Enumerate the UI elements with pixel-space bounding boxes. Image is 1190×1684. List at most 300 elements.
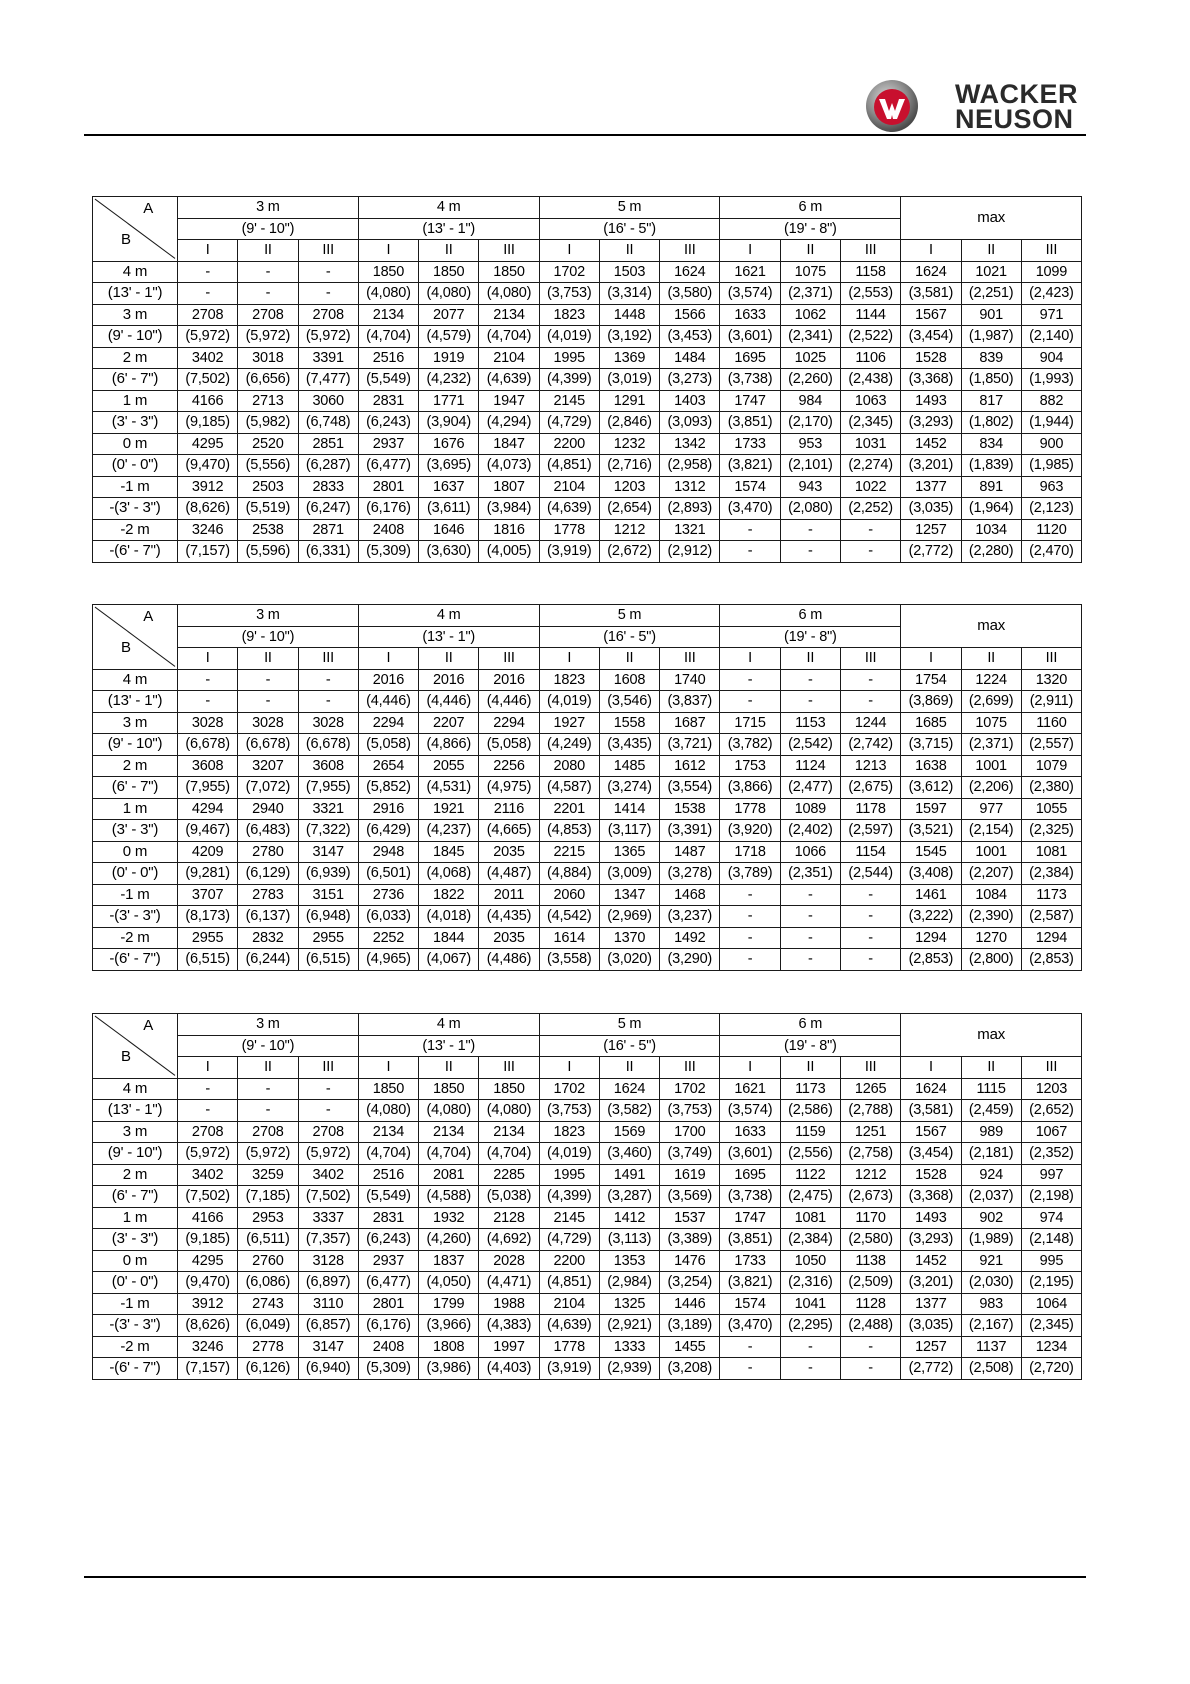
table-cell: 2408 <box>358 1336 418 1358</box>
diagonal-line-icon <box>93 1014 177 1078</box>
table-row <box>93 455 1082 477</box>
table-cell: (2,758) <box>840 1143 900 1165</box>
table-cell: 4209 <box>178 841 238 863</box>
sub-column-label: II <box>780 240 840 262</box>
table-cell: (3,919) <box>539 541 599 563</box>
sub-column-label: II <box>238 648 298 670</box>
table-cell: 2783 <box>238 884 298 906</box>
table-cell: 1558 <box>599 712 659 734</box>
table-cell: (1,993) <box>1021 369 1081 391</box>
table-cell: 3321 <box>298 798 358 820</box>
table-cell: 1089 <box>780 798 840 820</box>
table-cell: 1816 <box>479 519 539 541</box>
table-cell: (2,488) <box>840 1315 900 1337</box>
sub-column-label: III <box>660 648 720 670</box>
table-row <box>93 261 1082 283</box>
column-header-max: max <box>901 605 1082 648</box>
table-cell: - <box>238 283 298 305</box>
table-cell: - <box>178 1078 238 1100</box>
table-cell: (2,390) <box>961 906 1021 928</box>
table-cell: 1778 <box>720 798 780 820</box>
table-cell: 1455 <box>660 1336 720 1358</box>
column-header-imperial: (13' - 1") <box>358 218 539 240</box>
table-cell: 3028 <box>298 712 358 734</box>
table-cell: (3,293) <box>901 412 961 434</box>
table-row <box>93 669 1082 691</box>
table-cell: 2134 <box>479 304 539 326</box>
table-cell: (3,546) <box>599 691 659 713</box>
table-cell: 1122 <box>780 1164 840 1186</box>
table-row <box>93 712 1082 734</box>
table-cell: (3,574) <box>720 283 780 305</box>
table-cell: 1822 <box>419 884 479 906</box>
table-cell: (3,715) <box>901 734 961 756</box>
column-header-metric: 6 m <box>720 1014 901 1036</box>
table-cell: (2,148) <box>1021 1229 1081 1251</box>
table-cell: 1001 <box>961 841 1021 863</box>
table-row <box>93 841 1082 863</box>
table-cell: 1754 <box>901 669 961 691</box>
table-cell: (3,920) <box>720 820 780 842</box>
table-cell: (7,502) <box>178 1186 238 1208</box>
table-cell: (6,243) <box>358 412 418 434</box>
table-cell: (1,850) <box>961 369 1021 391</box>
table-cell: 2116 <box>479 798 539 820</box>
table-cell: 1153 <box>780 712 840 734</box>
table-cell: (4,383) <box>479 1315 539 1337</box>
table-cell: 3402 <box>178 347 238 369</box>
table-row <box>93 1078 1082 1100</box>
table-cell: (6,857) <box>298 1315 358 1337</box>
table-cell: 2851 <box>298 433 358 455</box>
table-cell: (9,470) <box>178 455 238 477</box>
table-cell: (2,030) <box>961 1272 1021 1294</box>
table-cell: 1621 <box>720 261 780 283</box>
table-cell: 1537 <box>660 1207 720 1229</box>
table-cell: (2,846) <box>599 412 659 434</box>
table-cell: - <box>840 1336 900 1358</box>
sub-column-label: II <box>780 648 840 670</box>
table-cell: 2516 <box>358 1164 418 1186</box>
table-cell: (3,237) <box>660 906 720 928</box>
table-cell: 2145 <box>539 390 599 412</box>
table-cell: (2,140) <box>1021 326 1081 348</box>
table-cell: 1321 <box>660 519 720 541</box>
table-cell: - <box>720 927 780 949</box>
table-cell: (5,972) <box>178 1143 238 1165</box>
table-cell: 1850 <box>358 1078 418 1100</box>
table-cell: (2,181) <box>961 1143 1021 1165</box>
table-cell: 1676 <box>419 433 479 455</box>
sub-column-label: III <box>298 1057 358 1079</box>
table-cell: (4,639) <box>479 369 539 391</box>
table-cell: (4,704) <box>358 1143 418 1165</box>
table-cell: (6,940) <box>298 1358 358 1380</box>
table-cell: 2831 <box>358 1207 418 1229</box>
table-row <box>93 1336 1082 1358</box>
table-cell: (4,005) <box>479 541 539 563</box>
table-cell: (5,556) <box>238 455 298 477</box>
table-cell: (2,699) <box>961 691 1021 713</box>
table-cell: (1,985) <box>1021 455 1081 477</box>
sub-column-label: I <box>178 648 238 670</box>
table-cell: 3337 <box>298 1207 358 1229</box>
table-cell: 2134 <box>358 304 418 326</box>
table-cell: (3,721) <box>660 734 720 756</box>
table-cell: 2145 <box>539 1207 599 1229</box>
table-row <box>93 1121 1082 1143</box>
table-cell: (2,672) <box>599 541 659 563</box>
table-cell: 1753 <box>720 755 780 777</box>
sub-column-label: III <box>479 1057 539 1079</box>
row-label: -(6' - 7") <box>93 949 178 971</box>
brand-wordmark <box>955 79 1095 134</box>
table-cell: (2,260) <box>780 369 840 391</box>
table-cell: 3151 <box>298 884 358 906</box>
table-cell: (4,050) <box>419 1272 479 1294</box>
table-cell: 1927 <box>539 712 599 734</box>
table-cell: 3147 <box>298 1336 358 1358</box>
table-cell: 1624 <box>660 261 720 283</box>
table-cell: 1771 <box>419 390 479 412</box>
table-cell: (5,058) <box>479 734 539 756</box>
table-cell: 1115 <box>961 1078 1021 1100</box>
table-cell: - <box>178 283 238 305</box>
table-cell: 1251 <box>840 1121 900 1143</box>
table-cell: 1947 <box>479 390 539 412</box>
table-cell: 1031 <box>840 433 900 455</box>
table-cell: 1715 <box>720 712 780 734</box>
row-label: 1 m <box>93 390 178 412</box>
table-cell: 2128 <box>479 1207 539 1229</box>
column-header-metric: 6 m <box>720 605 901 627</box>
table-cell: 1257 <box>901 1336 961 1358</box>
table-cell: (5,519) <box>238 498 298 520</box>
table-cell: 1847 <box>479 433 539 455</box>
table-cell: (3,035) <box>901 498 961 520</box>
table-cell: 2256 <box>479 755 539 777</box>
sub-column-label: I <box>901 648 961 670</box>
table-cell: (1,964) <box>961 498 1021 520</box>
table-cell: (2,280) <box>961 541 1021 563</box>
table-cell: (2,345) <box>840 412 900 434</box>
column-header-imperial: (13' - 1") <box>358 1035 539 1057</box>
table-cell: 1503 <box>599 261 659 283</box>
table-row <box>93 1186 1082 1208</box>
sub-column-label: III <box>840 240 900 262</box>
table-cell: 3246 <box>178 1336 238 1358</box>
table-cell: 1733 <box>720 1250 780 1272</box>
table-row <box>93 691 1082 713</box>
table-cell: (2,742) <box>840 734 900 756</box>
table-row <box>93 390 1082 412</box>
table-row <box>93 1229 1082 1251</box>
table-cell: (3,201) <box>901 1272 961 1294</box>
table-cell: (2,384) <box>780 1229 840 1251</box>
table-cell: 817 <box>961 390 1021 412</box>
table-cell: (4,665) <box>479 820 539 842</box>
table-cell: 3402 <box>298 1164 358 1186</box>
table-cell: 1687 <box>660 712 720 734</box>
column-header-imperial: (13' - 1") <box>358 626 539 648</box>
header-row-metric <box>93 197 1082 219</box>
table-cell: (3,580) <box>660 283 720 305</box>
table-cell: (6,515) <box>298 949 358 971</box>
table-cell: 2801 <box>358 1293 418 1315</box>
table-cell: (7,502) <box>298 1186 358 1208</box>
table-cell: (3,368) <box>901 1186 961 1208</box>
row-label: (9' - 10") <box>93 326 178 348</box>
table-cell: 2736 <box>358 884 418 906</box>
table-cell: 989 <box>961 1121 1021 1143</box>
table-cell: 2778 <box>238 1336 298 1358</box>
table-cell: - <box>178 1100 238 1122</box>
table-cell: 1995 <box>539 347 599 369</box>
table-cell: - <box>840 669 900 691</box>
table-cell: (4,704) <box>479 1143 539 1165</box>
table-cell: (6,678) <box>178 734 238 756</box>
table-cell: (2,912) <box>660 541 720 563</box>
table-cell: (4,692) <box>479 1229 539 1251</box>
sub-column-label: I <box>358 1057 418 1079</box>
table-cell: 2801 <box>358 476 418 498</box>
table-cell: - <box>720 669 780 691</box>
table-cell: (3,919) <box>539 1358 599 1380</box>
row-label: 3 m <box>93 712 178 734</box>
wacker-neuson-logo-icon <box>865 79 919 133</box>
table-cell: (3,521) <box>901 820 961 842</box>
table-cell: 1808 <box>419 1336 479 1358</box>
table-row <box>93 1293 1082 1315</box>
table-cell: (4,446) <box>358 691 418 713</box>
sub-column-label: III <box>660 1057 720 1079</box>
table-row <box>93 1143 1082 1165</box>
table-cell: 1747 <box>720 390 780 412</box>
row-label: (0' - 0") <box>93 455 178 477</box>
table-cell: (4,587) <box>539 777 599 799</box>
table-cell: 1528 <box>901 347 961 369</box>
table-cell: 977 <box>961 798 1021 820</box>
table-cell: 2937 <box>358 1250 418 1272</box>
table-cell: (3,569) <box>660 1186 720 1208</box>
table-cell: 1106 <box>840 347 900 369</box>
table-cell: (2,371) <box>961 734 1021 756</box>
table-cell: (6,897) <box>298 1272 358 1294</box>
column-header-max: max <box>901 197 1082 240</box>
column-header-metric: 4 m <box>358 605 539 627</box>
column-header-imperial: (9' - 10") <box>178 626 359 648</box>
table-cell: (3,851) <box>720 1229 780 1251</box>
table-cell: (3,113) <box>599 1229 659 1251</box>
table-cell: 1778 <box>539 1336 599 1358</box>
table-cell: (9,467) <box>178 820 238 842</box>
table-cell: 1702 <box>660 1078 720 1100</box>
sub-column-label: III <box>298 240 358 262</box>
table-cell: - <box>298 669 358 691</box>
table-cell: 1025 <box>780 347 840 369</box>
table-cell: 2294 <box>479 712 539 734</box>
row-label: (13' - 1") <box>93 691 178 713</box>
table-cell: (3,753) <box>539 283 599 305</box>
table-cell: (2,423) <box>1021 283 1081 305</box>
load-capacity-table-1 <box>92 196 1082 563</box>
table-cell: - <box>780 669 840 691</box>
row-label: -2 m <box>93 927 178 949</box>
table-cell: - <box>238 669 298 691</box>
table-cell: 1320 <box>1021 669 1081 691</box>
column-header-metric: 5 m <box>539 1014 720 1036</box>
table-cell: (2,384) <box>1021 863 1081 885</box>
table-cell: 1988 <box>479 1293 539 1315</box>
table-cell: (4,965) <box>358 949 418 971</box>
table-cell: (2,893) <box>660 498 720 520</box>
table-cell: 1624 <box>901 1078 961 1100</box>
table-cell: (3,254) <box>660 1272 720 1294</box>
table-cell: 1608 <box>599 669 659 691</box>
diagonal-line-icon <box>93 605 177 669</box>
row-label: -1 m <box>93 884 178 906</box>
sub-column-label: I <box>539 648 599 670</box>
sub-column-label: I <box>358 240 418 262</box>
table-row <box>93 1207 1082 1229</box>
table-cell: (2,295) <box>780 1315 840 1337</box>
table-cell: - <box>780 519 840 541</box>
table-cell: (4,260) <box>419 1229 479 1251</box>
table-cell: 1997 <box>479 1336 539 1358</box>
table-cell: 2104 <box>539 476 599 498</box>
table-cell: 1173 <box>780 1078 840 1100</box>
table-cell: 1740 <box>660 669 720 691</box>
table-cell: 2294 <box>358 712 418 734</box>
table-cell: (3,581) <box>901 283 961 305</box>
table-cell: 1079 <box>1021 755 1081 777</box>
table-row <box>93 949 1082 971</box>
table-row <box>93 884 1082 906</box>
table-cell: 4166 <box>178 390 238 412</box>
table-cell: 2200 <box>539 433 599 455</box>
table-cell: 1353 <box>599 1250 659 1272</box>
table-cell: (6,748) <box>298 412 358 434</box>
table-cell: - <box>178 691 238 713</box>
table-cell: 2060 <box>539 884 599 906</box>
table-cell: 2937 <box>358 433 418 455</box>
table-cell: (2,154) <box>961 820 1021 842</box>
table-cell: 1569 <box>599 1121 659 1143</box>
sub-column-label: I <box>539 1057 599 1079</box>
table-cell: 1347 <box>599 884 659 906</box>
table-cell: 1414 <box>599 798 659 820</box>
table-cell: 1837 <box>419 1250 479 1272</box>
table-cell: (7,157) <box>178 1358 238 1380</box>
table-cell: (3,435) <box>599 734 659 756</box>
table-row <box>93 906 1082 928</box>
table-cell: (2,544) <box>840 863 900 885</box>
table-cell: (6,033) <box>358 906 418 928</box>
table-cell: - <box>178 261 238 283</box>
table-cell: 1099 <box>1021 261 1081 283</box>
table-cell: 2654 <box>358 755 418 777</box>
table-cell: (6,331) <box>298 541 358 563</box>
table-cell: (3,273) <box>660 369 720 391</box>
corner-label-a: A <box>143 1017 153 1034</box>
table-cell: (3,035) <box>901 1315 961 1337</box>
table-cell: 1695 <box>720 347 780 369</box>
table-cell: (4,704) <box>479 326 539 348</box>
table-cell: 2708 <box>298 1121 358 1143</box>
table-cell: (9,185) <box>178 1229 238 1251</box>
table-cell: (7,502) <box>178 369 238 391</box>
table-cell: (3,314) <box>599 283 659 305</box>
table-cell: 2134 <box>358 1121 418 1143</box>
table-cell: (4,851) <box>539 1272 599 1294</box>
table-cell: 1612 <box>660 755 720 777</box>
table-cell: (3,601) <box>720 1143 780 1165</box>
table-cell: - <box>298 1078 358 1100</box>
table-cell: 1224 <box>961 669 1021 691</box>
row-label: (3' - 3") <box>93 1229 178 1251</box>
table-cell: (4,080) <box>358 283 418 305</box>
table-cell: 1624 <box>901 261 961 283</box>
table-cell: (2,587) <box>1021 906 1081 928</box>
table-cell: (3,753) <box>660 1100 720 1122</box>
table-cell: (3,454) <box>901 326 961 348</box>
table-row <box>93 304 1082 326</box>
table-cell: (3,630) <box>419 541 479 563</box>
row-label: 0 m <box>93 433 178 455</box>
table-cell: 1566 <box>660 304 720 326</box>
table-cell: 1614 <box>539 927 599 949</box>
table-cell: 1597 <box>901 798 961 820</box>
table-cell: 3912 <box>178 476 238 498</box>
table-cell: 2016 <box>479 669 539 691</box>
table-cell: 2708 <box>298 304 358 326</box>
row-label: 3 m <box>93 304 178 326</box>
table-cell: - <box>780 1336 840 1358</box>
table-cell: 1064 <box>1021 1293 1081 1315</box>
table-cell: (6,129) <box>238 863 298 885</box>
table-cell: (4,435) <box>479 906 539 928</box>
table-cell: (3,966) <box>419 1315 479 1337</box>
table-cell: 2028 <box>479 1250 539 1272</box>
table-cell: 1128 <box>840 1293 900 1315</box>
column-header-imperial: (16' - 5") <box>539 626 720 648</box>
table-cell: 1567 <box>901 1121 961 1143</box>
table-cell: (6,656) <box>238 369 298 391</box>
table-cell: (4,704) <box>358 326 418 348</box>
table-cell: (6,126) <box>238 1358 298 1380</box>
table-cell: 1493 <box>901 1207 961 1229</box>
table-cell: 1066 <box>780 841 840 863</box>
table-cell: (4,080) <box>479 1100 539 1122</box>
table-cell: 2832 <box>238 927 298 949</box>
table-cell: (2,195) <box>1021 1272 1081 1294</box>
table-cell: (9,185) <box>178 412 238 434</box>
footer-divider <box>84 1576 1086 1578</box>
sub-column-label: II <box>419 240 479 262</box>
table-cell: (2,198) <box>1021 1186 1081 1208</box>
table-cell: 1265 <box>840 1078 900 1100</box>
row-label: 3 m <box>93 1121 178 1143</box>
table-cell: 1921 <box>419 798 479 820</box>
table-cell: (3,201) <box>901 455 961 477</box>
table-cell: (1,839) <box>961 455 1021 477</box>
sub-column-label: I <box>720 1057 780 1079</box>
column-header-metric: 5 m <box>539 605 720 627</box>
sub-column-label: II <box>599 1057 659 1079</box>
table-cell: 2104 <box>479 347 539 369</box>
table-cell: (6,176) <box>358 498 418 520</box>
table-cell: 943 <box>780 476 840 498</box>
